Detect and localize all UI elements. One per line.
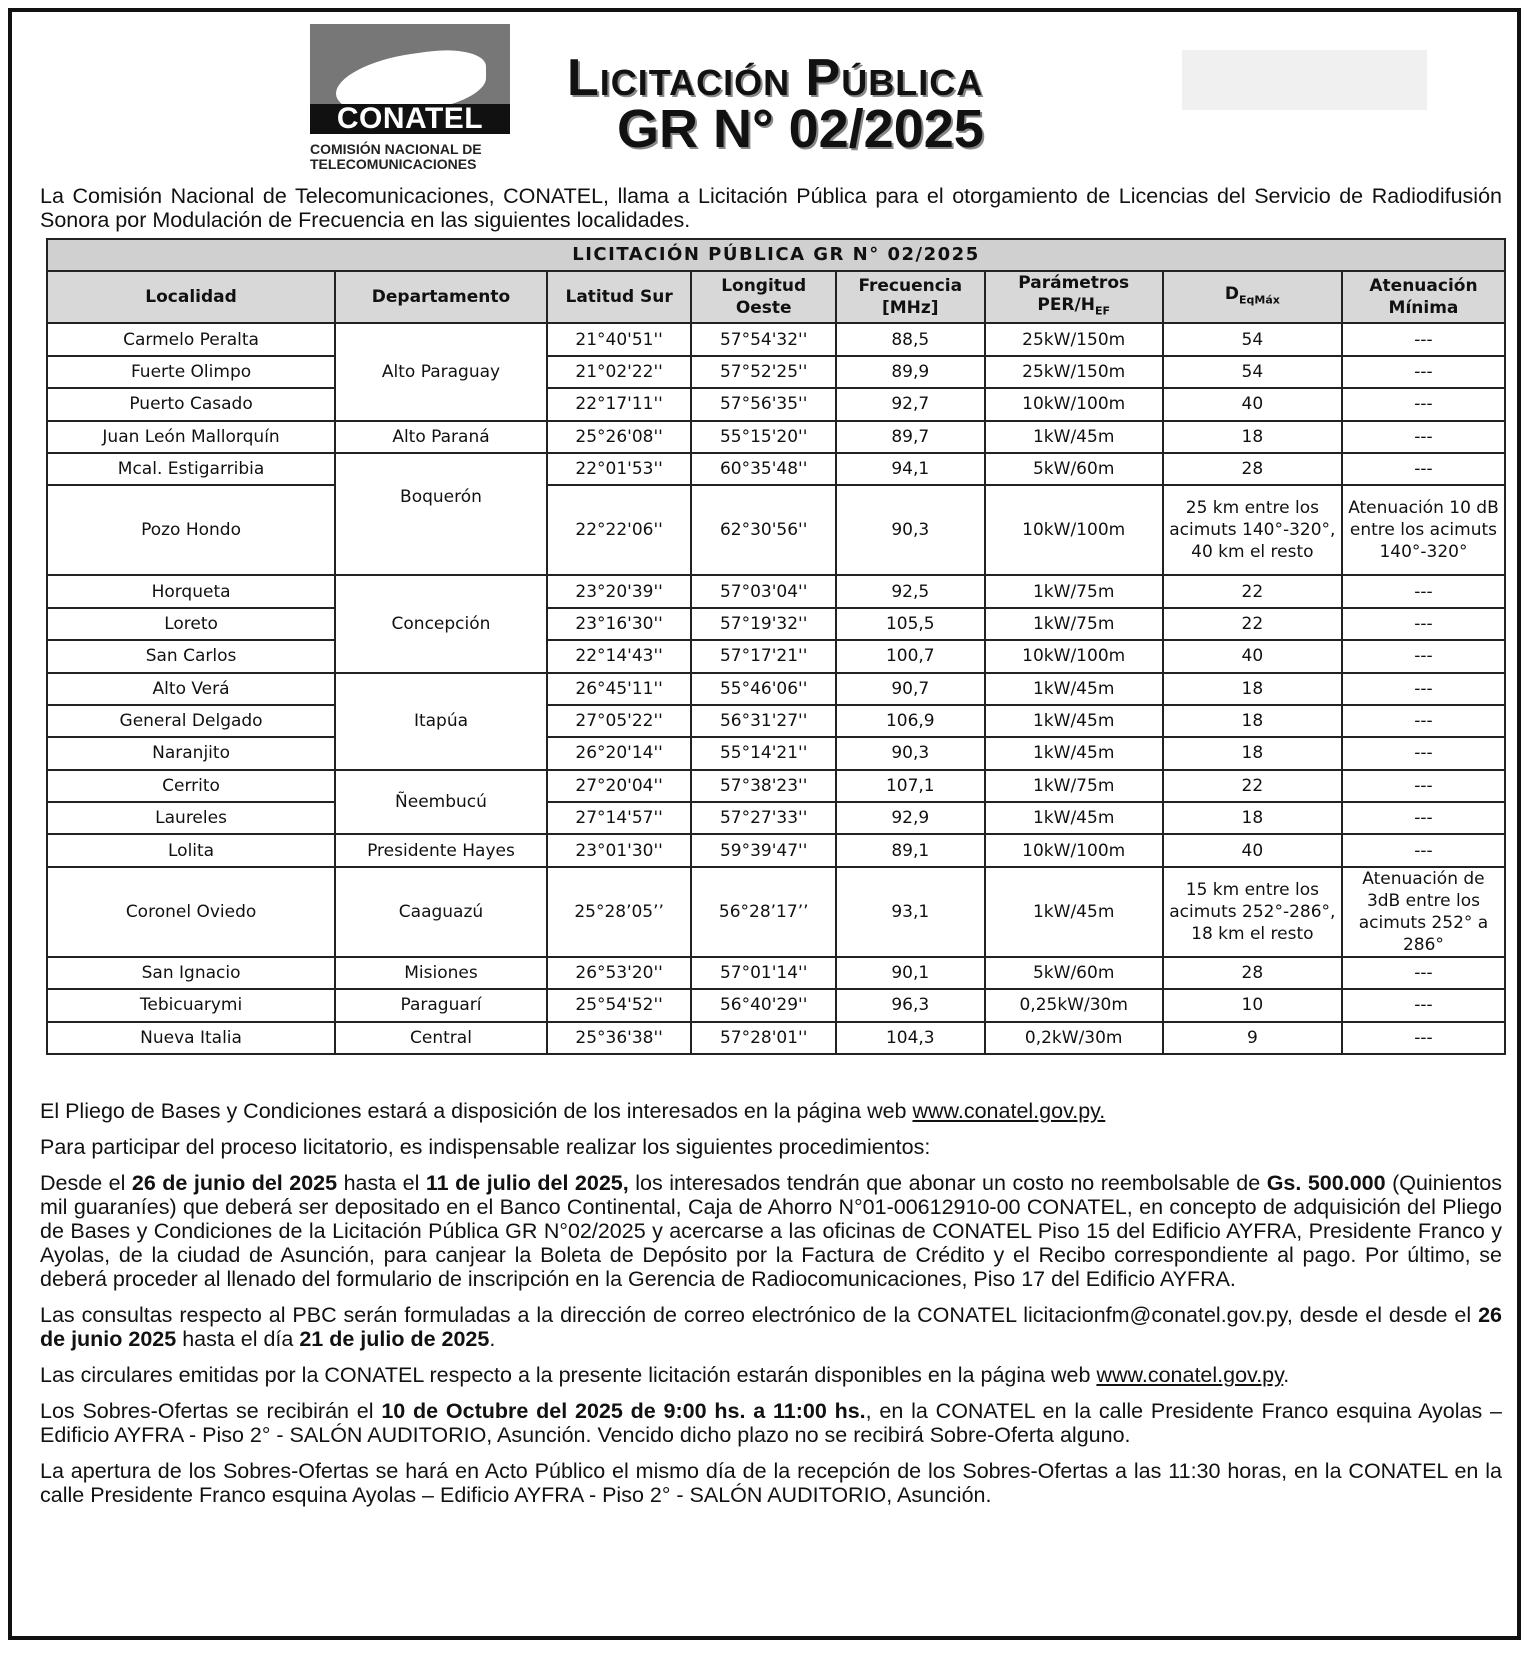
col-parametros-sub: EF bbox=[1094, 304, 1110, 318]
cell-departamento: Ñeembucú bbox=[335, 770, 547, 835]
table-row bbox=[47, 673, 1505, 705]
cell-freq: 89,7 bbox=[836, 421, 985, 453]
logo-subtitle-line2: TELECOMUNICACIONES bbox=[310, 156, 477, 172]
cell-lon: 57°27'33'' bbox=[691, 802, 836, 834]
cell-lat: 27°05'22'' bbox=[547, 705, 692, 737]
body-paragraphs bbox=[40, 1099, 1502, 1519]
cell-localidad: Loreto bbox=[47, 608, 335, 640]
cell-lat: 26°53'20'' bbox=[547, 957, 692, 989]
cell-localidad: General Delgado bbox=[47, 705, 335, 737]
cell-localidad: Tebicuarymi bbox=[47, 989, 335, 1021]
text-segment: Los Sobres-Ofertas se recibirán el bbox=[40, 1399, 382, 1423]
cell-lat: 27°14'57'' bbox=[547, 802, 692, 834]
cell-lat: 21°40'51'' bbox=[547, 323, 692, 355]
cell-deq: 28 bbox=[1163, 453, 1342, 485]
text-segment: hasta el día bbox=[176, 1327, 300, 1351]
logo-brand: CONATEL bbox=[310, 104, 510, 134]
cell-lon: 57°56'35'' bbox=[691, 388, 836, 420]
text-segment: . bbox=[489, 1327, 496, 1351]
cell-aten: --- bbox=[1342, 737, 1505, 769]
paragraph-pliego bbox=[40, 1099, 1502, 1123]
table-row bbox=[47, 770, 1505, 802]
table-row bbox=[47, 608, 1505, 640]
cell-freq: 92,5 bbox=[836, 575, 985, 607]
cell-per: 25kW/150m bbox=[985, 323, 1163, 355]
page-subtitle: GR N° 02/2025 bbox=[617, 99, 984, 159]
cell-lat: 22°17'11'' bbox=[547, 388, 692, 420]
cell-freq: 92,7 bbox=[836, 388, 985, 420]
cell-aten: --- bbox=[1342, 705, 1505, 737]
col-frecuencia bbox=[836, 271, 985, 323]
cell-localidad: Laureles bbox=[47, 802, 335, 834]
cell-freq: 90,3 bbox=[836, 737, 985, 769]
cell-departamento: Caaguazú bbox=[335, 867, 547, 957]
cell-deq-text: 25 km entre los acimuts 140°-320°, 40 km el resto bbox=[1169, 498, 1336, 563]
table-row bbox=[47, 323, 1505, 355]
cell-deq: 22 bbox=[1163, 770, 1342, 802]
text-segment: los interesados tendrán que abonar un costo no reembolsable de bbox=[628, 1171, 1267, 1195]
paragraph-procedimientos: Para participar del proceso licitatorio, es indispensable realizar los siguientes procedimientos: bbox=[40, 1135, 931, 1159]
cell-aten-text: Atenuación 10 dB entre los acimuts 140°-320° bbox=[1348, 498, 1499, 563]
col-atenuacion-label: Atenuación Mínima bbox=[1369, 276, 1478, 319]
cell-localidad: Cerrito bbox=[47, 770, 335, 802]
col-latitud: Latitud Sur bbox=[547, 271, 692, 323]
cell-aten: --- bbox=[1342, 640, 1505, 672]
cell-lat: 27°20'04'' bbox=[547, 770, 692, 802]
table-row bbox=[47, 737, 1505, 769]
cell-lon: 55°46'06'' bbox=[691, 673, 836, 705]
cell-lat: 25°26'08'' bbox=[547, 421, 692, 453]
date-start: 26 de junio del 2025 bbox=[131, 1171, 338, 1195]
conatel-website-link-2[interactable]: www.conatel.gov.py bbox=[1096, 1363, 1284, 1387]
cell-freq: 92,9 bbox=[836, 802, 985, 834]
col-deq bbox=[1163, 271, 1342, 323]
cell-aten: --- bbox=[1342, 356, 1505, 388]
cell-deq: 40 bbox=[1163, 834, 1342, 866]
cell-deq: 18 bbox=[1163, 802, 1342, 834]
cell-lon: 57°54'32'' bbox=[691, 323, 836, 355]
table-row bbox=[47, 957, 1505, 989]
conatel-logo bbox=[310, 24, 510, 174]
cell-localidad: Puerto Casado bbox=[47, 388, 335, 420]
cell-aten: --- bbox=[1342, 388, 1505, 420]
cell-per: 10kW/100m bbox=[985, 485, 1163, 575]
table-row bbox=[47, 575, 1505, 607]
logo-emblem bbox=[310, 24, 510, 134]
cell-departamento: Misiones bbox=[335, 957, 547, 989]
cell-deq: 28 bbox=[1163, 957, 1342, 989]
cell-lon: 57°01'14'' bbox=[691, 957, 836, 989]
col-parametros bbox=[985, 271, 1163, 323]
table-row bbox=[47, 640, 1505, 672]
page-title-text: Licitación Pública bbox=[567, 49, 984, 107]
text-segment: . bbox=[1283, 1363, 1290, 1387]
cell-lon: 57°52'25'' bbox=[691, 356, 836, 388]
cell-deq: 22 bbox=[1163, 608, 1342, 640]
cell-deq bbox=[1163, 867, 1342, 957]
cell-departamento: Paraguarí bbox=[335, 989, 547, 1021]
cell-deq: 10 bbox=[1163, 989, 1342, 1021]
cell-deq bbox=[1163, 485, 1342, 575]
cell-per: 5kW/60m bbox=[985, 957, 1163, 989]
text-segment: , en la CONATEL en la calle Presidente Franco esquina Ayolas – Edificio AYFRA - Piso 2° - SALÓN AUDITORIO, Asunción. Vencido dicho plazo no se recibirá Sobre-Oferta alguno. bbox=[40, 1399, 1503, 1447]
col-atenuacion bbox=[1342, 271, 1505, 323]
cell-per: 10kW/100m bbox=[985, 834, 1163, 866]
cell-freq: 89,1 bbox=[836, 834, 985, 866]
cell-localidad: Pozo Hondo bbox=[47, 485, 335, 575]
cell-per: 10kW/100m bbox=[985, 640, 1163, 672]
logo-subtitle-line1: COMISIÓN NACIONAL DE bbox=[310, 141, 482, 157]
cell-lon: 56°31'27'' bbox=[691, 705, 836, 737]
cell-lon: 59°39'47'' bbox=[691, 834, 836, 866]
table-row bbox=[47, 802, 1505, 834]
cell-deq-text: 15 km entre los acimuts 252°-286°, 18 km el resto bbox=[1169, 879, 1336, 944]
cell-aten: --- bbox=[1342, 421, 1505, 453]
notice-page bbox=[8, 8, 1521, 1640]
cell-freq: 107,1 bbox=[836, 770, 985, 802]
paragraph-apertura: La apertura de los Sobres-Ofertas se hará en Acto Público el mismo día de la recepción de los Sobres-Ofertas a las 11:30 horas, en la CONATEL en la calle Presidente Franco esquina Ayolas – Edificio AYFRA - Piso 2° - SALÓN AUDITORIO, Asunción. bbox=[40, 1459, 1502, 1507]
cell-lat: 23°16'30'' bbox=[547, 608, 692, 640]
consultas-date-end: 21 de julio de 2025 bbox=[299, 1327, 490, 1351]
header bbox=[12, 12, 1517, 180]
cell-per: 0,2kW/30m bbox=[985, 1022, 1163, 1054]
table-header-row bbox=[47, 271, 1505, 323]
col-frecuencia-label: Frecuencia [MHz] bbox=[858, 276, 963, 319]
date-end: 11 de julio del 2025, bbox=[425, 1171, 629, 1195]
cell-lon: 62°30'56'' bbox=[691, 485, 836, 575]
reception-datetime: 10 de Octubre del 2025 de 9:00 hs. a 11:00 hs. bbox=[381, 1399, 866, 1423]
paragraph-pliego-text: El Pliego de Bases y Condiciones estará a disposición de los interesados en la página web bbox=[40, 1099, 913, 1123]
table-row bbox=[47, 485, 1505, 575]
cell-freq: 105,5 bbox=[836, 608, 985, 640]
cell-deq: 18 bbox=[1163, 673, 1342, 705]
logo-subtitle bbox=[310, 142, 510, 172]
intro-paragraph: La Comisión Nacional de Telecomunicaciones, CONATEL, llama a Licitación Pública para el otorgamiento de Licencias del Servicio de Radiodifusión Sonora por Modulación de Frecuencia en las siguientes localidades. bbox=[40, 184, 1502, 232]
cell-freq: 93,1 bbox=[836, 867, 985, 957]
cell-localidad: Lolita bbox=[47, 834, 335, 866]
cell-lat: 26°20'14'' bbox=[547, 737, 692, 769]
cell-deq: 54 bbox=[1163, 356, 1342, 388]
col-parametros-label: Parámetros PER/H bbox=[1018, 273, 1130, 315]
header-blank-box bbox=[1182, 50, 1427, 110]
cell-deq: 18 bbox=[1163, 705, 1342, 737]
paragraph-consultas bbox=[40, 1303, 1502, 1351]
cell-freq: 88,5 bbox=[836, 323, 985, 355]
paragraph-sobres bbox=[40, 1399, 1502, 1447]
cell-aten: --- bbox=[1342, 673, 1505, 705]
cell-per: 0,25kW/30m bbox=[985, 989, 1163, 1021]
cell-per: 1kW/45m bbox=[985, 421, 1163, 453]
cell-aten: --- bbox=[1342, 834, 1505, 866]
text-segment: Las circulares emitidas por la CONATEL respecto a la presente licitación estarán disponibles en la página web bbox=[40, 1363, 1097, 1387]
table-row bbox=[47, 834, 1505, 866]
cell-localidad: Carmelo Peralta bbox=[47, 323, 335, 355]
table-caption: LICITACIÓN PÚBLICA GR N° 02/2025 bbox=[47, 239, 1505, 271]
cell-aten: --- bbox=[1342, 323, 1505, 355]
cell-lat: 22°14'43'' bbox=[547, 640, 692, 672]
col-departamento: Departamento bbox=[335, 271, 547, 323]
cell-per: 1kW/45m bbox=[985, 673, 1163, 705]
cell-aten-text: Atenuación de 3dB entre los acimuts 252° a 286° bbox=[1358, 868, 1489, 955]
col-localidad: Localidad bbox=[47, 271, 335, 323]
text-segment: Desde el bbox=[40, 1171, 132, 1195]
cell-departamento: Alto Paraguay bbox=[335, 323, 547, 420]
cell-lon: 60°35'48'' bbox=[691, 453, 836, 485]
cell-freq: 89,9 bbox=[836, 356, 985, 388]
paragraph-circulares bbox=[40, 1363, 1502, 1387]
cell-localidad: Naranjito bbox=[47, 737, 335, 769]
cell-freq: 90,1 bbox=[836, 957, 985, 989]
cell-departamento: Concepción bbox=[335, 575, 547, 672]
cell-lon: 57°28'01'' bbox=[691, 1022, 836, 1054]
cell-lat: 26°45'11'' bbox=[547, 673, 692, 705]
table-row bbox=[47, 867, 1505, 957]
cell-per: 1kW/75m bbox=[985, 608, 1163, 640]
cell-aten: --- bbox=[1342, 957, 1505, 989]
cell-per: 1kW/75m bbox=[985, 575, 1163, 607]
cell-lon: 55°14'21'' bbox=[691, 737, 836, 769]
cell-per: 1kW/45m bbox=[985, 802, 1163, 834]
cell-deq: 54 bbox=[1163, 323, 1342, 355]
table-row bbox=[47, 1022, 1505, 1054]
cell-per: 1kW/45m bbox=[985, 867, 1163, 957]
cell-localidad: Fuerte Olimpo bbox=[47, 356, 335, 388]
cell-departamento: Itapúa bbox=[335, 673, 547, 770]
table-row bbox=[47, 356, 1505, 388]
cell-lat: 25°28’05’’ bbox=[547, 867, 692, 957]
cell-deq: 18 bbox=[1163, 737, 1342, 769]
cell-lon: 57°03'04'' bbox=[691, 575, 836, 607]
cell-freq: 106,9 bbox=[836, 705, 985, 737]
cell-freq: 90,7 bbox=[836, 673, 985, 705]
cell-freq: 94,1 bbox=[836, 453, 985, 485]
cell-lon: 55°15'20'' bbox=[691, 421, 836, 453]
conatel-website-link[interactable]: www.conatel.gov.py. bbox=[912, 1099, 1106, 1123]
cell-lon: 57°17'21'' bbox=[691, 640, 836, 672]
localities-table bbox=[46, 238, 1506, 1055]
col-deq-label: D bbox=[1224, 284, 1239, 304]
col-longitud-label: Longitud Oeste bbox=[721, 276, 807, 319]
cell-lat: 22°22'06'' bbox=[547, 485, 692, 575]
cell-aten: --- bbox=[1342, 575, 1505, 607]
cell-aten: --- bbox=[1342, 989, 1505, 1021]
cell-deq: 40 bbox=[1163, 640, 1342, 672]
cell-aten: --- bbox=[1342, 453, 1505, 485]
col-deq-sub: EqMáx bbox=[1238, 293, 1280, 307]
cost-amount: Gs. 500.000 bbox=[1266, 1171, 1386, 1195]
paragraph-pago bbox=[40, 1171, 1502, 1291]
consultas-date-start: 26 de junio 2025 bbox=[40, 1303, 1502, 1351]
cell-per: 1kW/75m bbox=[985, 770, 1163, 802]
cell-lat: 23°01'30'' bbox=[547, 834, 692, 866]
cell-departamento: Presidente Hayes bbox=[335, 834, 547, 866]
cell-freq: 104,3 bbox=[836, 1022, 985, 1054]
cell-aten bbox=[1342, 485, 1505, 575]
cell-localidad: Alto Verá bbox=[47, 673, 335, 705]
cell-aten bbox=[1342, 867, 1505, 957]
cell-freq: 96,3 bbox=[836, 989, 985, 1021]
cell-aten: --- bbox=[1342, 608, 1505, 640]
col-longitud bbox=[691, 271, 836, 323]
table-row bbox=[47, 421, 1505, 453]
text-segment: (Quinientos mil guaraníes) que deberá ser depositado en el Banco Continental, Caja de Ahorro N°01-00612910-00 CONATEL, en concepto de adquisición del Pliego de Bases y Condiciones de la Licitación Pública GR N°02/2025 y acercarse a las oficinas de CONATEL Piso 15 del Edificio AYFRA, Presidente Franco y Ayolas, de la ciudad de Asunción, para canjear la Boleta de Depósito por la Factura de Crédito y el Recibo correspondiente al pago. Por último, se deberá proceder al llenado del formulario de inscripción en la Gerencia de Radiocomunicaciones, Piso 17 del Edificio AYFRA. bbox=[40, 1171, 1503, 1291]
cell-lat: 23°20'39'' bbox=[547, 575, 692, 607]
cell-lat: 25°54'52'' bbox=[547, 989, 692, 1021]
cell-lat: 22°01'53'' bbox=[547, 453, 692, 485]
cell-aten: --- bbox=[1342, 802, 1505, 834]
cell-departamento: Alto Paraná bbox=[335, 421, 547, 453]
cell-localidad: Nueva Italia bbox=[47, 1022, 335, 1054]
text-segment: hasta el bbox=[337, 1171, 426, 1195]
table-row bbox=[47, 989, 1505, 1021]
cell-localidad: San Carlos bbox=[47, 640, 335, 672]
table-row bbox=[47, 705, 1505, 737]
cell-per: 5kW/60m bbox=[985, 453, 1163, 485]
cell-lon: 57°38'23'' bbox=[691, 770, 836, 802]
cell-aten: --- bbox=[1342, 770, 1505, 802]
cell-lat: 21°02'22'' bbox=[547, 356, 692, 388]
table-row bbox=[47, 453, 1505, 485]
text-segment: Las consultas respecto al PBC serán formuladas a la dirección de correo electrónico de la CONATEL licitacionfm@conatel.gov.py, desde el desde el bbox=[40, 1303, 1479, 1327]
cell-deq: 9 bbox=[1163, 1022, 1342, 1054]
table-row bbox=[47, 388, 1505, 420]
cell-per: 1kW/45m bbox=[985, 705, 1163, 737]
cell-freq: 90,3 bbox=[836, 485, 985, 575]
cell-freq: 100,7 bbox=[836, 640, 985, 672]
cell-localidad: Mcal. Estigarribia bbox=[47, 453, 335, 485]
cell-lon: 56°40'29'' bbox=[691, 989, 836, 1021]
cell-localidad: Coronel Oviedo bbox=[47, 867, 335, 957]
cell-deq: 40 bbox=[1163, 388, 1342, 420]
cell-departamento bbox=[335, 453, 547, 575]
cell-localidad: Juan León Mallorquín bbox=[47, 421, 335, 453]
cell-localidad: San Ignacio bbox=[47, 957, 335, 989]
cell-lat: 25°36'38'' bbox=[547, 1022, 692, 1054]
cell-lon: 57°19'32'' bbox=[691, 608, 836, 640]
cell-per: 25kW/150m bbox=[985, 356, 1163, 388]
cell-departamento-label: Boquerón bbox=[400, 487, 482, 508]
cell-lon: 56°28’17’’ bbox=[691, 867, 836, 957]
cell-per: 1kW/45m bbox=[985, 737, 1163, 769]
cell-deq: 18 bbox=[1163, 421, 1342, 453]
cell-deq: 22 bbox=[1163, 575, 1342, 607]
cell-per: 10kW/100m bbox=[985, 388, 1163, 420]
cell-aten: --- bbox=[1342, 1022, 1505, 1054]
cell-departamento: Central bbox=[335, 1022, 547, 1054]
cell-localidad: Horqueta bbox=[47, 575, 335, 607]
